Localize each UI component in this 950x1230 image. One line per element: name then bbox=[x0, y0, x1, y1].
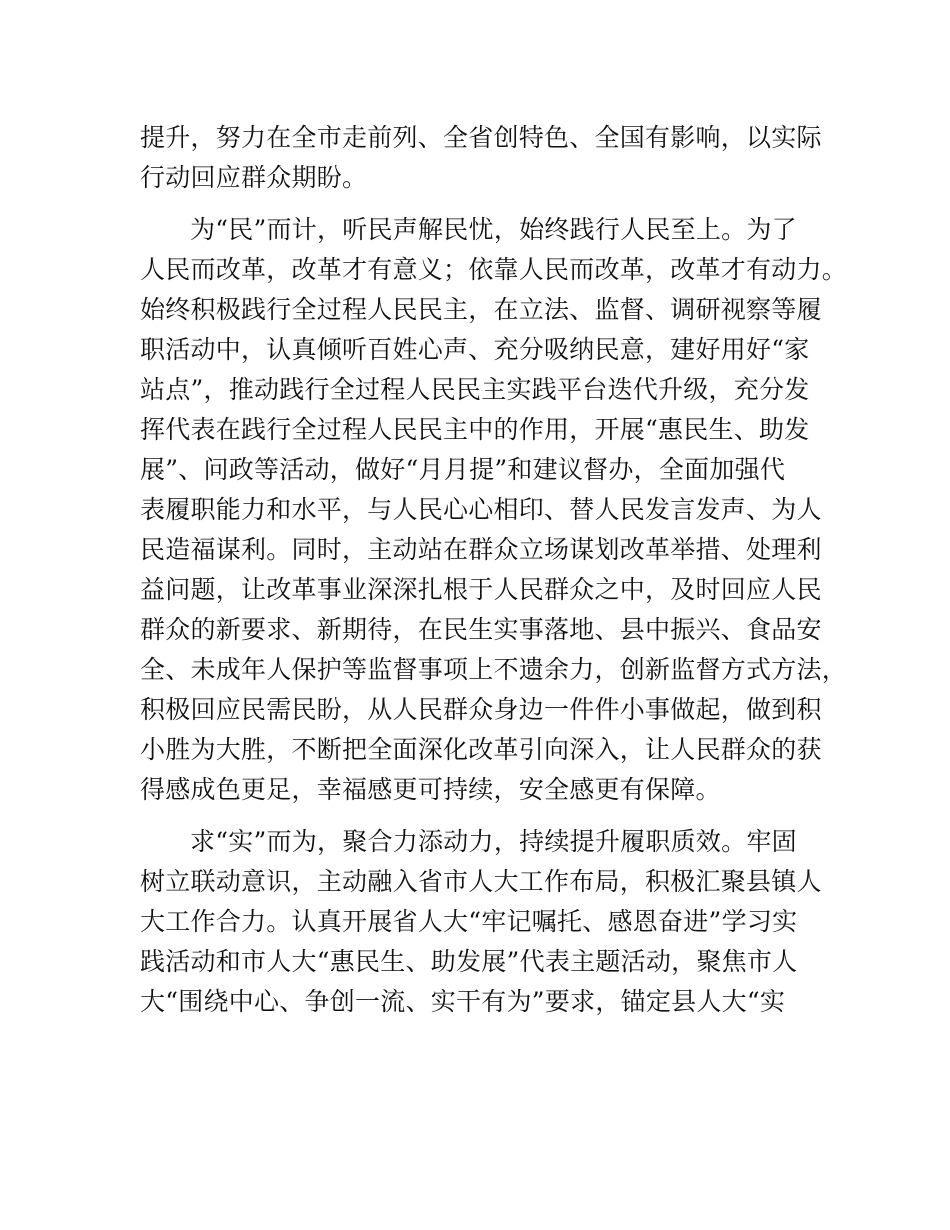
text-line: 提升，努力在全市走前列、全省创特色、全国有影响，以实际 bbox=[140, 123, 822, 152]
text-line: 求“实”而为，聚合力添动力，持续提升履职质效。牢固 bbox=[190, 827, 797, 856]
paragraph-1 bbox=[140, 118, 822, 198]
text-line: 为“民”而计，听民声解民忧，始终践行人民至上。为了 bbox=[190, 215, 797, 244]
text-line: 民造福谋利。同时，主动站在群众立场谋划改革举措、处理利 bbox=[140, 535, 822, 564]
text-line: 大“围绕中心、争创一流、实干有为”要求，锚定县人大“实 bbox=[140, 987, 786, 1016]
text-line: 行动回应群众期盼。 bbox=[140, 163, 368, 192]
text-line: 人民而改革，改革才有意义；依靠人民而改革，改革才有动力。 bbox=[140, 255, 848, 284]
document-body bbox=[140, 118, 848, 1034]
text-line: 展”、问政等活动，做好“月月提”和建议督办，全面加强代 bbox=[140, 455, 786, 484]
text-line: 全、未成年人保护等监督事项上不遗余力，创新监督方式方法， bbox=[140, 655, 848, 684]
text-line: 益问题，让改革事业深深扎根于人民群众之中，及时回应人民 bbox=[140, 575, 822, 604]
text-line: 大工作合力。认真开展省人大“牢记嘱托、感恩奋进”学习实 bbox=[140, 907, 798, 936]
text-line: 得感成色更足，幸福感更可持续，安全感更有保障。 bbox=[140, 775, 721, 804]
paragraph-3 bbox=[140, 822, 822, 1022]
text-line: 站点”，推动践行全过程人民民主实践平台迭代升级，充分发 bbox=[140, 375, 810, 404]
text-line: 群众的新要求、新期待，在民生实事落地、县中振兴、食品安 bbox=[140, 615, 822, 644]
text-line: 表履职能力和水平，与人民心心相印、替人民发言发声、为人 bbox=[140, 495, 822, 524]
paragraph-2 bbox=[140, 210, 848, 810]
text-line: 树立联动意识，主动融入省市人大工作布局，积极汇聚县镇人 bbox=[140, 867, 822, 896]
text-line: 积极回应民需民盼，从人民群众身边一件件小事做起，做到积 bbox=[140, 695, 822, 724]
text-line: 始终积极践行全过程人民民主，在立法、监督、调研视察等履 bbox=[140, 295, 822, 324]
text-line: 职活动中，认真倾听百姓心声、充分吸纳民意，建好用好“家 bbox=[140, 335, 810, 364]
text-line: 小胜为大胜，不断把全面深化改革引向深入，让人民群众的获 bbox=[140, 735, 822, 764]
text-line: 践活动和市人大“惠民生、助发展”代表主题活动，聚焦市人 bbox=[140, 947, 798, 976]
text-line: 挥代表在践行全过程人民民主中的作用，开展“惠民生、助发 bbox=[140, 415, 810, 444]
